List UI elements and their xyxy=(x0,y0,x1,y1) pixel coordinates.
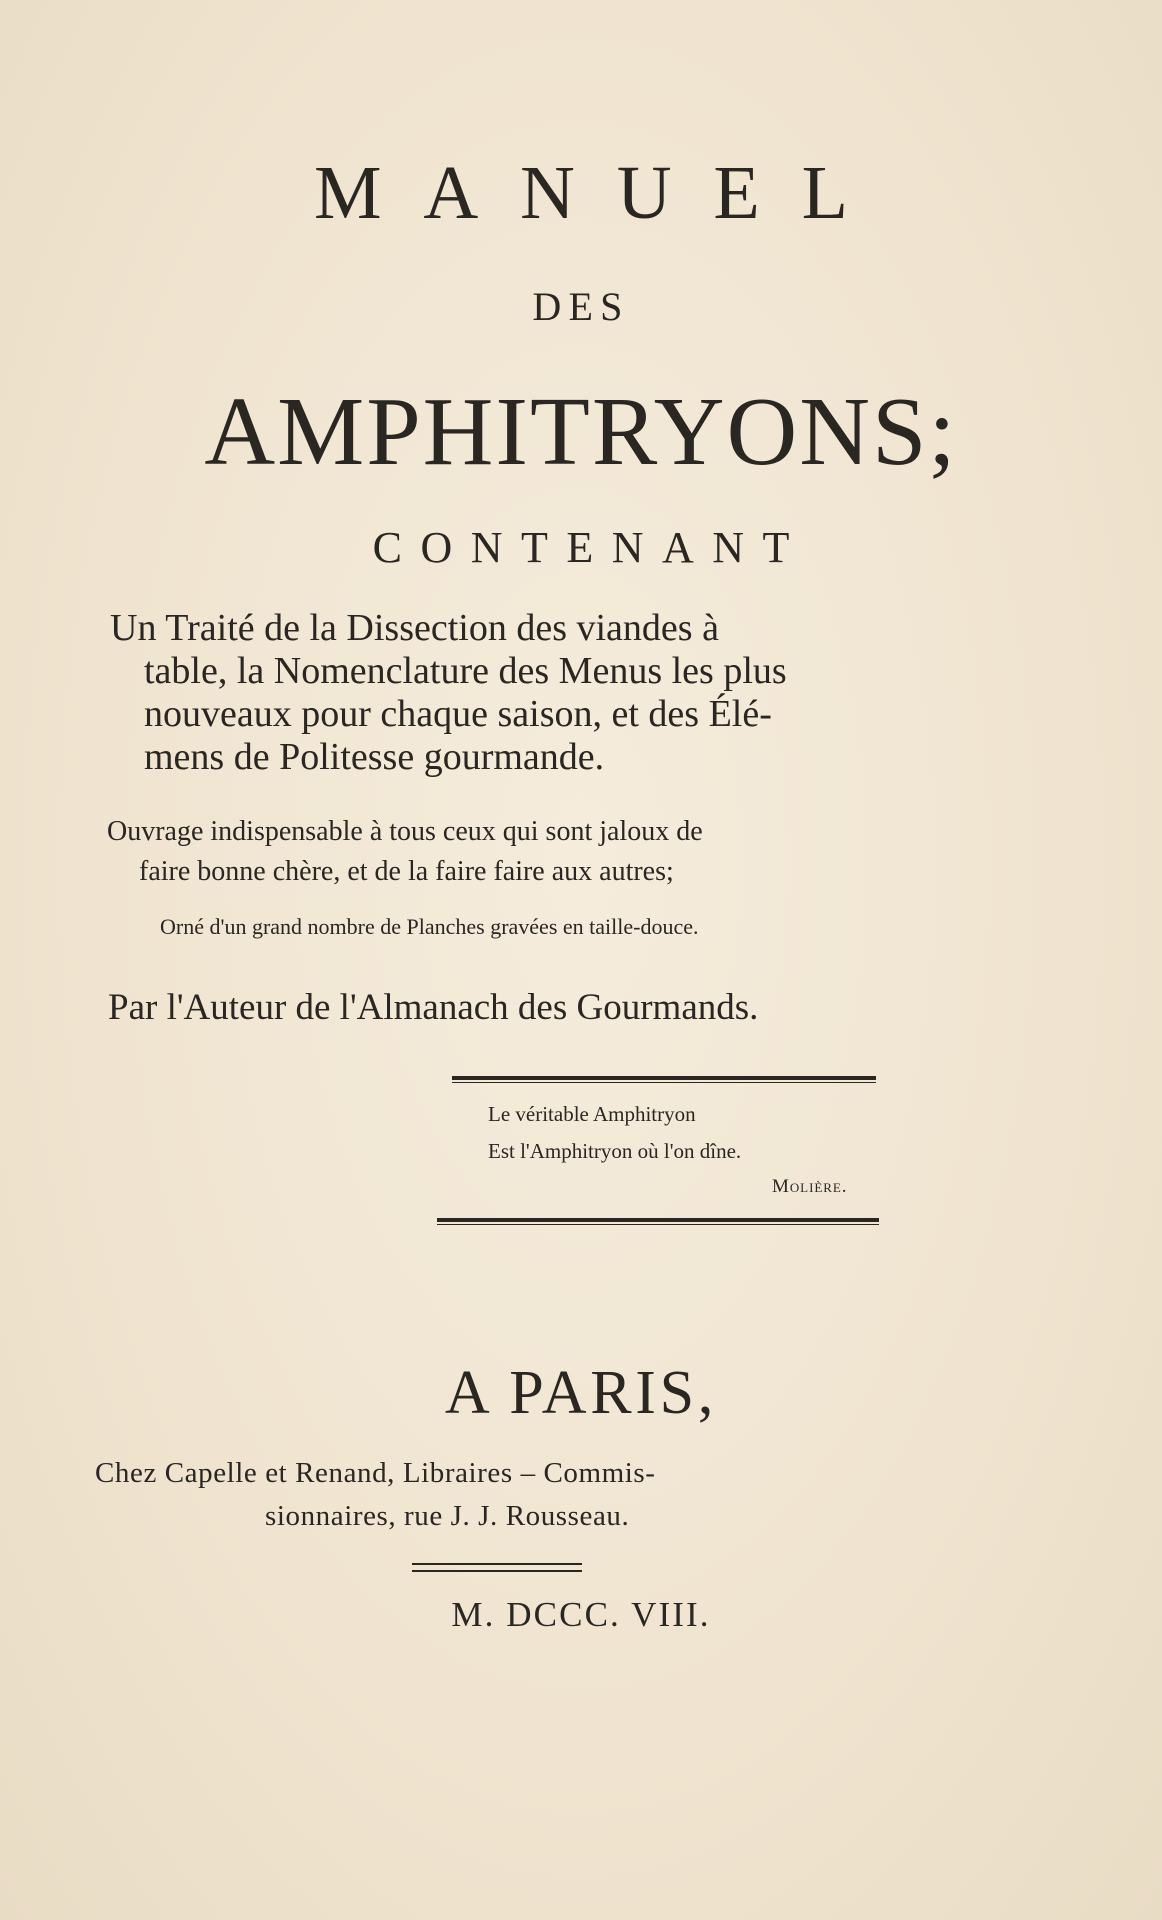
ouvrage-paragraph xyxy=(107,812,703,892)
imprint-publisher-line: sionnaires, rue J. J. Rousseau. xyxy=(265,1500,630,1532)
epigraph-line: Est l'Amphitryon où l'on dîne. xyxy=(488,1139,742,1163)
imprint-publisher-line: Chez Capelle et Renand, Libraires – Commis- xyxy=(95,1457,656,1489)
rule-thin xyxy=(437,1224,879,1225)
rule-thin xyxy=(452,1082,876,1083)
rule-thick xyxy=(437,1218,879,1222)
description-paragraph xyxy=(110,607,900,779)
rule-double xyxy=(412,1570,582,1572)
title-manuel: MANUEL xyxy=(313,151,890,235)
epigraph-attribution: Molière. xyxy=(772,1176,848,1197)
description-line: table, la Nomenclature des Menus les plus xyxy=(144,650,787,692)
rule-thick xyxy=(452,1076,876,1080)
title-amphitryons: AMPHITRYONS; xyxy=(204,378,958,486)
epigraph-line: Le véritable Amphitryon xyxy=(488,1102,696,1126)
ouvrage-line: faire bonne chère, et de la faire faire aux autres; xyxy=(139,856,674,887)
imprint-date: M. DCCC. VIII. xyxy=(451,1595,711,1634)
title-contenant: CONTENANT xyxy=(372,523,808,572)
ouvrage-line: Ouvrage indispensable à tous ceux qui sont jaloux de xyxy=(107,816,703,847)
plates-note: Orné d'un grand nombre de Planches gravées en taille-douce. xyxy=(160,914,699,939)
imprint-city: A PARIS, xyxy=(444,1359,718,1427)
description-line: nouveaux pour chaque saison, et des Élé- xyxy=(144,693,772,735)
description-line: mens de Politesse gourmande. xyxy=(144,736,605,778)
title-des: DES xyxy=(532,284,630,329)
description-line: Un Traité de la Dissection des viandes à xyxy=(110,607,719,649)
author-line: Par l'Auteur de l'Almanach des Gourmands. xyxy=(108,987,759,1028)
rule-double xyxy=(412,1563,582,1565)
